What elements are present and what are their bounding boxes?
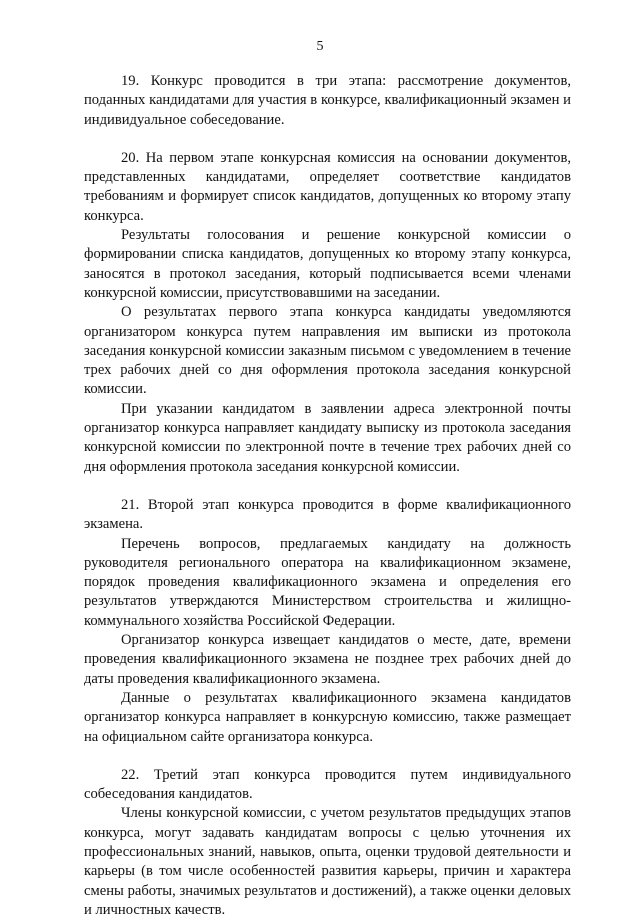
- section-21: [84, 496, 571, 747]
- paragraph: 22. Третий этап конкурса проводится путем индивидуального собеседования кандидатов.: [84, 766, 571, 803]
- paragraph: Члены конкурсной комиссии, с учетом результатов предыдущих этапов конкурса, могут задавать кандидатам вопросы с целью уточнения их профессиональных знаний, навыков, опыта, оценки трудовой деятельности и карьеры (в том числе особенностей развития карьеры, причин и характера смены работы, значимых результатов и достижений), а также оценки деловых и личностных качеств.: [84, 805, 571, 918]
- paragraph: 20. На первом этапе конкурсная комиссия на основании документов, представленных кандидатами, определяет соответствие кандидатов требованиям и формирует список кандидатов, допущенных ко второму этапу конкурса.: [84, 149, 571, 224]
- section-gap: [84, 747, 571, 766]
- paragraph: Данные о результатах квалификационного экзамена кандидатов организатор конкурса направляет в конкурсную комиссию, также размещает на официальном сайте организатора конкурса.: [84, 689, 571, 745]
- section-20: [84, 149, 571, 477]
- paragraph: Результаты голосования и решение конкурсной комиссии о формировании списка кандидатов, допущенных ко второму этапу конкурса, заносятся в протокол заседания, который подписывается всеми членами конкурсной комиссии, присутствовавшими на заседании.: [84, 227, 571, 301]
- section-gap: [84, 130, 571, 149]
- section-19: [84, 72, 571, 130]
- paragraph: При указании кандидатом в заявлении адреса электронной почты организатор конкурса направляет кандидату выписку из протокола заседания конкурсной комиссии по электронной почте в течение трех рабочих дней со дня оформления протокола заседания конкурсной комиссии.: [84, 400, 571, 475]
- document-body: [84, 72, 571, 920]
- paragraph: О результатах первого этапа конкурса кандидаты уведомляются организатором конкурса путем направления им выписки из протокола заседания конкурсной комиссии заказным письмом с уведомлением в течение трех рабочих дней со дня оформления протокола заседания конкурсной комиссии.: [84, 304, 571, 398]
- paragraph: Перечень вопросов, предлагаемых кандидату на должность руководителя регионального оператора на квалификационном экзамене, порядок проведения квалификационного экзамена и определения его результатов утверждаются Министерством строительства и жилищно-коммунального хозяйства Российской Федерации.: [84, 535, 571, 629]
- section-22: [84, 766, 571, 920]
- section-gap: [84, 477, 571, 496]
- paragraph: Организатор конкурса извещает кандидатов о месте, дате, времени проведения квалификационного экзамена не позднее трех рабочих дней до даты проведения квалификационного экзамена.: [84, 632, 571, 687]
- paragraph: 19. Конкурс проводится в три этапа: рассмотрение документов, поданных кандидатами для участия в конкурсе, квалификационный экзамен и индивидуальное собеседование.: [84, 73, 571, 128]
- paragraph: 21. Второй этап конкурса проводится в форме квалификационного экзамена.: [84, 496, 571, 533]
- page-number: 5: [316, 39, 324, 54]
